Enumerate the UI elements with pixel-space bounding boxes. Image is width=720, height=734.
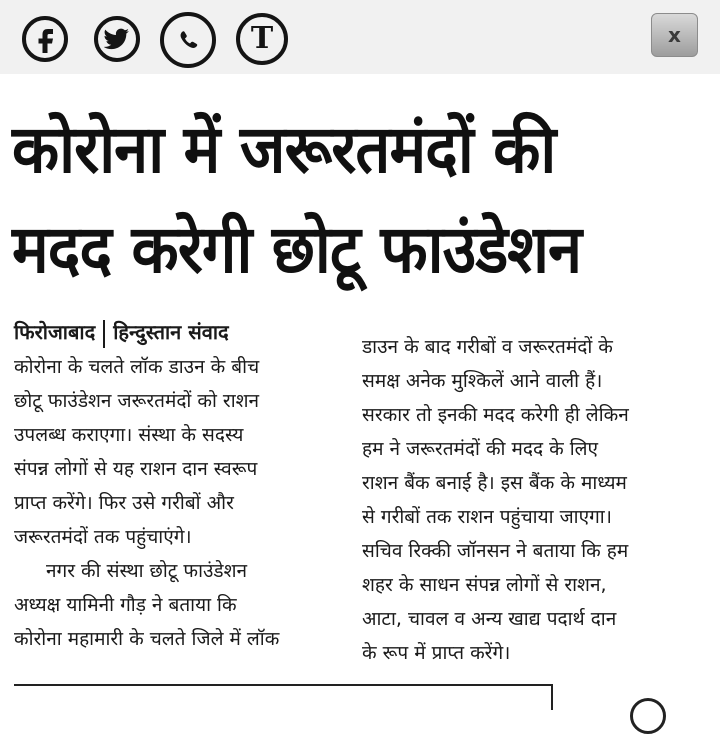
dateline bbox=[14, 314, 350, 350]
next-article-icon bbox=[630, 698, 666, 734]
body-line: छोटू फाउंडेशन जरूरतमंदों को राशन bbox=[14, 390, 260, 412]
article-column-right bbox=[362, 330, 698, 670]
body-line: शहर के साधन संपन्न लोगों से राशन, bbox=[362, 574, 607, 596]
body-line: कोरोना महामारी के चलते जिले में लॉक bbox=[14, 628, 280, 650]
body-line: सरकार तो इनकी मदद करेगी ही लेकिन bbox=[362, 404, 629, 426]
body-line: प्राप्त करेंगे। फिर उसे गरीबों और bbox=[14, 492, 234, 514]
body-line: सचिव रिक्की जॉनसन ने बताया कि हम bbox=[362, 540, 629, 562]
column-divider-tick bbox=[551, 684, 553, 710]
body-line: जरूरतमंदों तक पहुंचाएंगे। bbox=[14, 526, 192, 548]
dateline-divider bbox=[103, 320, 105, 348]
body-line: संपन्न लोगों से यह राशन दान स्वरूप bbox=[14, 458, 258, 480]
body-line: डाउन के बाद गरीबों व जरूरतमंदों के bbox=[362, 336, 613, 358]
share-toolbar bbox=[0, 0, 720, 74]
article-headline bbox=[12, 100, 663, 300]
facebook-icon[interactable] bbox=[22, 16, 68, 62]
bottom-divider bbox=[14, 684, 552, 686]
body-line: हम ने जरूरतमंदों की मदद के लिए bbox=[362, 438, 599, 460]
body-line: अध्यक्ष यामिनी गौड़ ने बताया कि bbox=[14, 594, 237, 616]
headline-line-2: मदद करेगी छोटू फाउंडेशन bbox=[12, 211, 582, 288]
twitter-icon[interactable] bbox=[94, 16, 140, 62]
body-line: से गरीबों तक राशन पहुंचाया जाएगा। bbox=[362, 506, 612, 528]
body-line: राशन बैंक बनाई है। इस बैंक के माध्यम bbox=[362, 472, 627, 494]
headline-line-1: कोरोना में जरूरतमंदों की bbox=[12, 111, 556, 188]
body-line: नगर की संस्था छोटू फाउंडेशन bbox=[46, 560, 248, 582]
body-line: कोरोना के चलते लॉक डाउन के बीच bbox=[14, 356, 260, 378]
text-icon[interactable] bbox=[236, 13, 288, 65]
dateline-place: फिरोजाबाद bbox=[14, 320, 96, 344]
dateline-source: हिन्दुस्तान संवाद bbox=[113, 320, 229, 344]
body-line: समक्ष अनेक मुश्किलें आने वाली हैं। bbox=[362, 370, 603, 392]
whatsapp-icon[interactable] bbox=[160, 12, 216, 68]
body-line: के रूप में प्राप्त करेंगे। bbox=[362, 642, 511, 664]
body-line: आटा, चावल व अन्य खाद्य पदार्थ दान bbox=[362, 608, 617, 630]
close-button-label: x bbox=[668, 23, 681, 47]
body-line: उपलब्ध कराएगा। संस्था के सदस्य bbox=[14, 424, 244, 446]
text-icon-glyph: T bbox=[250, 21, 274, 56]
close-button[interactable] bbox=[651, 13, 698, 57]
article-column-left bbox=[14, 314, 350, 656]
